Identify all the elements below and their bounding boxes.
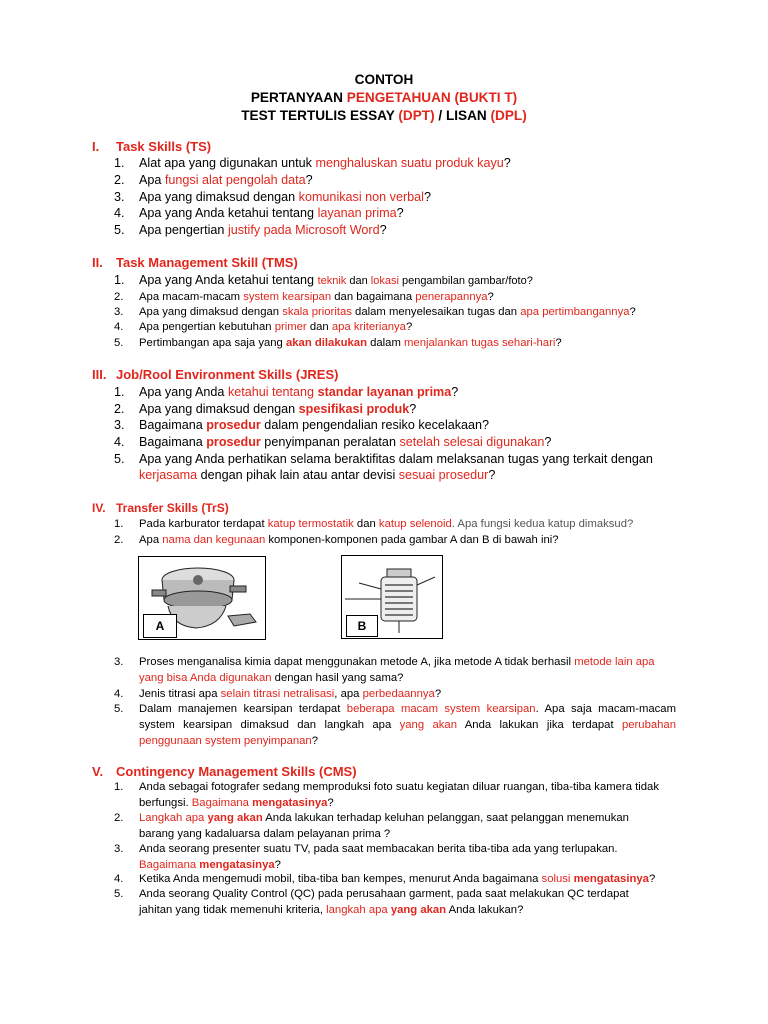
document-header (0, 71, 768, 125)
section-2-question: 5. Pertimbangan apa saja yang akan dilakukan dalam menjalankan tugas sehari-hari? (114, 337, 562, 349)
section-4-question: 3. Proses menganalisa kimia dapat menggunakan metode A, jika metode A tidak berhasil metode lain apa yang bisa Anda digunakan dengan hasil yang sama? (114, 656, 655, 684)
section-1-question: 2. Apa fungsi alat pengolah data? (114, 173, 313, 187)
section-5-question: 2. Langkah apa yang akan Anda lakukan terhadap keluhan pelanggan, saat pelanggan menemukan barang yang kadaluarsa dalam pelayanan prima ? (114, 812, 629, 840)
section-2-question: 4. Apa pengertian kebutuhan primer dan apa kriterianya? (114, 321, 413, 333)
section-4-question: 1. Pada karburator terdapat katup termostatik dan katup selenoid. Apa fungsi kedua katup dimaksud? (114, 518, 634, 530)
section-3-question: 5. Apa yang Anda perhatikan selama beraktifitas dalam melaksanan tugas yang terkait dengan kerjasama dengan pihak lain atau antar devisi sesuai prosedur? (114, 452, 653, 482)
section-3-question: 4. Bagaimana prosedur penyimpanan peralatan setelah selesai digunakan? (114, 435, 552, 449)
section-3-question: 3. Bagaimana prosedur dalam pengendalian resiko kecelakaan? (114, 418, 490, 432)
section-1-question: 4. Apa yang Anda ketahui tentang layanan prima? (114, 206, 404, 220)
section-2-question: 3. Apa yang dimaksud dengan skala prioritas dalam menyelesaikan tugas dan apa pertimbangannya? (114, 306, 636, 318)
section-5-question: 5. Anda seorang Quality Control (QC) pada perusahaan garment, pada saat melakukan QC terdapat jahitan yang tidak memenuhi kriteria, langkah apa yang akan Anda lakukan? (114, 888, 629, 916)
section-1-question: 5. Apa pengertian justify pada Microsoft Word? (114, 223, 387, 237)
header-line-1: CONTOH (354, 72, 414, 87)
section-3-question: 2. Apa yang dimaksud dengan spesifikasi produk? (114, 402, 417, 416)
section-3-title: III. Job/Rool Environment Skills (JRES) (92, 367, 339, 382)
section-5-question: 1. Anda sebagai fotografer sedang memproduksi foto suatu kegiatan diluar ruangan, tiba-tiba kamera tidak berfungsi. Bagaimana mengatasinya? (114, 781, 659, 809)
section-4-question: 5. Dalam manajemen kearsipan terdapat beberapa macam system kearsipan. Apa saja macam-macam system kearsipan dimaksud dan langkah apa yang akan Anda lakukan jika terdapat perubahan penggunaan system penyimpanan? (114, 703, 676, 747)
figure-b-component (341, 555, 443, 639)
section-3-question: 1. Apa yang Anda ketahui tentang standar layanan prima? (114, 385, 459, 399)
section-1-title: I. Task Skills (TS) (92, 139, 212, 154)
header-line-2: PERTANYAAN PENGETAHUAN (BUKTI T) (250, 90, 518, 105)
section-4-title: IV. Transfer Skills (TrS) (92, 501, 229, 515)
section-5-question: 3. Anda seorang presenter suatu TV, pada saat membacakan berita tiba-tiba ada yang terlupakan. Bagaimana mengatasinya? (114, 843, 618, 871)
section-2-question: 2. Apa macam-macam system kearsipan dan bagaimana penerapannya? (114, 291, 494, 303)
section-1-question: 1. Alat apa yang digunakan untuk menghaluskan suatu produk kayu? (114, 156, 511, 170)
figure-a-fuel-pump (138, 556, 266, 640)
figure-b-label: B (346, 615, 378, 637)
section-1-question: 3. Apa yang dimaksud dengan komunikasi non verbal? (114, 190, 431, 204)
section-4-question: 2. Apa nama dan kegunaan komponen-komponen pada gambar A dan B di bawah ini? (114, 534, 559, 546)
header-line-3: TEST TERTULIS ESSAY (DPT) / LISAN (DPL) (241, 108, 527, 123)
section-4-question: 4. Jenis titrasi apa selain titrasi netralisasi, apa perbedaannya? (114, 688, 442, 700)
section-5-title: V. Contingency Management Skills (CMS) (92, 764, 357, 779)
figure-a-label: A (143, 614, 177, 638)
section-2-question: 1. Apa yang Anda ketahui tentang teknik dan lokasi pengambilan gambar/foto? (114, 273, 533, 287)
section-2-title: II. Task Management Skill (TMS) (92, 255, 298, 270)
section-5-question: 4. Ketika Anda mengemudi mobil, tiba-tiba ban kempes, menurut Anda bagaimana solusi mengatasinya? (114, 873, 656, 885)
